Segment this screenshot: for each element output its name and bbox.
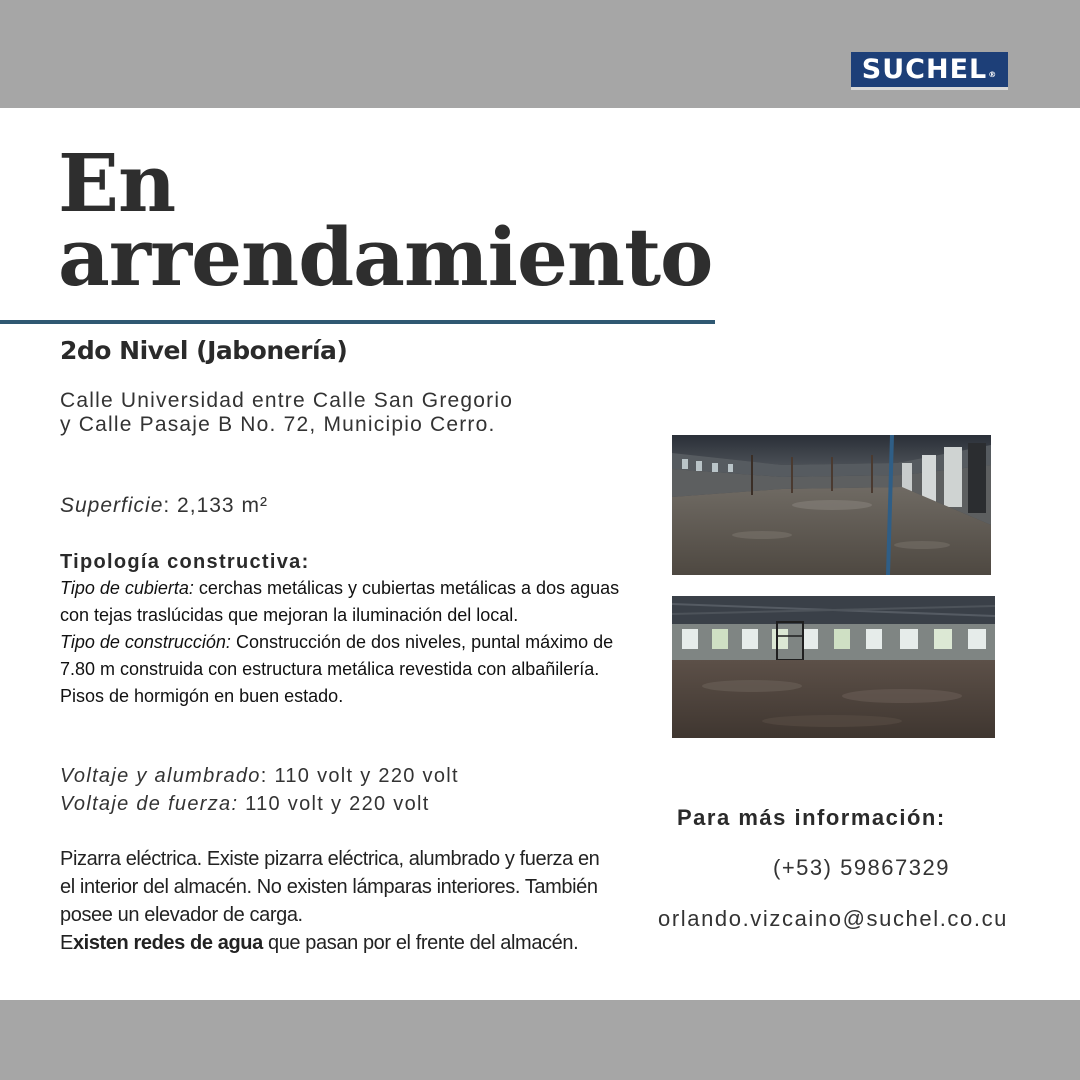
suchel-logo <box>851 52 1008 90</box>
contact-phone[interactable]: (+53) 59867329 <box>773 855 950 880</box>
surface-value: : 2,133 m² <box>163 494 268 517</box>
lighting-voltage-value: : 110 volt y 220 volt <box>260 765 459 787</box>
property-subtitle: 2do Nivel (Jabonería) <box>60 336 348 365</box>
electrical-panel-text: Pizarra eléctrica. Existe pizarra eléctrica, alumbrado y fuerza en el interior del almacén. No existen lámparas interiores. También posee un elevador de carga. <box>60 848 600 926</box>
lighting-voltage-label: Voltaje y alumbrado <box>60 765 261 787</box>
logo-text: SUCHEL <box>861 54 988 85</box>
warehouse-photo-2 <box>672 596 995 738</box>
page-title <box>58 136 713 304</box>
registered-mark: ® <box>988 70 998 79</box>
title-line-2: arrendamiento <box>58 210 713 304</box>
construction-type-text: Construcción de dos niveles, puntal máximo de 7.80 m construida con estructura metálica revestida con albañilería. Pisos de hormigón en buen estado. <box>60 632 614 706</box>
water-prefix: E <box>60 932 73 954</box>
warehouse-interior-image <box>672 435 991 575</box>
typology-description <box>60 575 630 710</box>
contact-email[interactable]: orlando.vizcaino@suchel.co.cu <box>658 906 1009 931</box>
warehouse-photo-1 <box>672 435 991 575</box>
surface-label: Superficie <box>60 494 164 517</box>
typology-heading: Tipología constructiva: <box>60 551 310 573</box>
roof-type-text: cerchas metálicas y cubiertas metálicas a dos aguas con tejas traslúcidas que mejoran la iluminación del local. <box>60 578 620 625</box>
roof-type-label: Tipo de cubierta: <box>60 578 194 598</box>
electrical-water-description <box>60 845 600 957</box>
construction-type-label: Tipo de construcción: <box>60 632 231 652</box>
water-rest: que pasan por el frente del almacén. <box>262 932 579 954</box>
voltage-info <box>60 762 459 818</box>
power-voltage <box>60 790 459 818</box>
title-line-1: En <box>58 136 176 230</box>
title-divider <box>0 320 715 324</box>
contact-heading: Para más información: <box>677 805 946 830</box>
bottom-banner <box>0 1000 1080 1080</box>
address-line-1: Calle Universidad entre Calle San Gregorio <box>60 389 514 412</box>
address-line-2: y Calle Pasaje B No. 72, Municipio Cerro. <box>60 413 496 436</box>
power-voltage-label: Voltaje de fuerza: <box>60 793 239 815</box>
lighting-voltage <box>60 762 459 790</box>
power-voltage-value: 110 volt y 220 volt <box>238 793 430 815</box>
property-address <box>60 389 513 437</box>
surface-area <box>60 494 268 518</box>
warehouse-floor-image <box>672 596 995 738</box>
water-networks-bold: xisten redes de agua <box>72 932 263 954</box>
